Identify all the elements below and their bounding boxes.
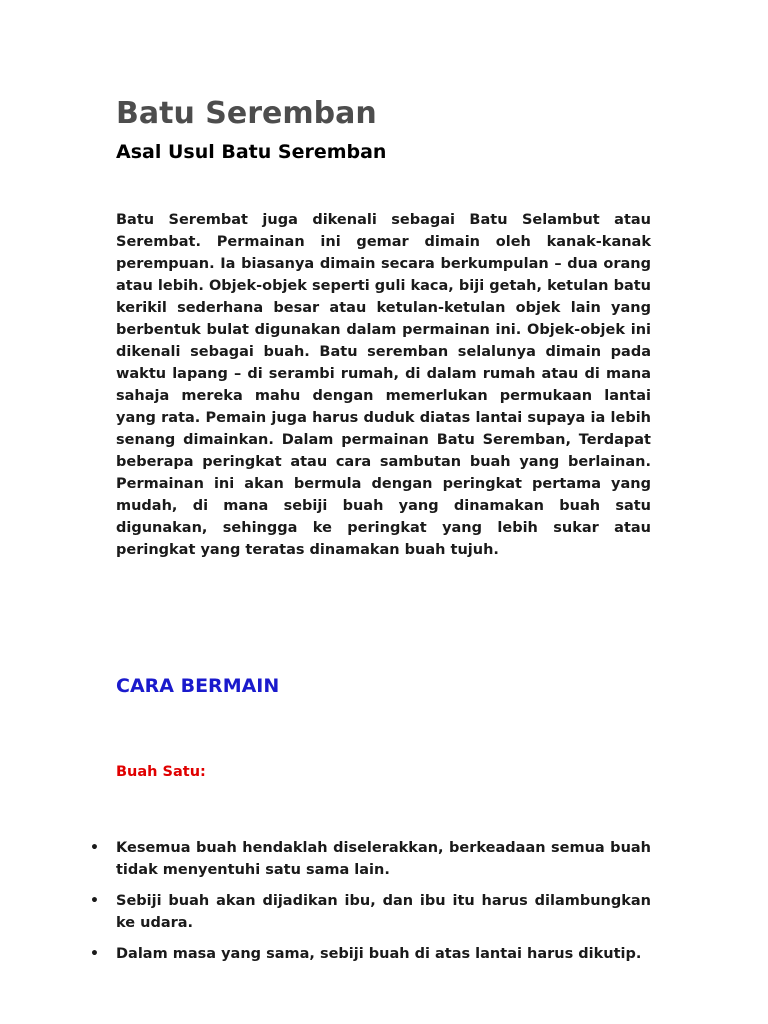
steps-list xyxy=(90,837,651,974)
bullet-icon: • xyxy=(90,840,99,856)
list-item-text: Sebiji buah akan dijadikan ibu, dan ibu itu harus dilambungkan ke udara. xyxy=(116,893,651,931)
list-item xyxy=(90,837,651,881)
intro-paragraph: Batu Serembat juga dikenali sebagai Batu Selambut atau Serembat. Permainan ini gemar dimain oleh kanak-kanak perempuan. Ia biasanya dimain secara berkumpulan – dua orang atau lebih. Objek-objek seperti guli kaca, biji getah, ketulan batu kerikil sederhana besar atau ketulan-ketulan objek lain yang berbentuk bulat digunakan dalam permainan ini. Objek-objek ini dikenali sebagai buah. Batu seremban selalunya dimain pada waktu lapang – di serambi rumah, di dalam rumah atau di mana sahaja mereka mahu dengan memerlukan permukaan lantai yang rata. Pemain juga harus duduk diatas lantai supaya ia lebih senang dimainkan. Dalam permainan Batu Seremban, Terdapat beberapa peringkat atau cara sambutan buah yang berlainan. Permainan ini akan bermula dengan peringkat pertama yang mudah, di mana sebiji buah yang dinamakan buah satu digunakan, sehingga ke peringkat yang lebih sukar atau peringkat yang teratas dinamakan buah tujuh. xyxy=(116,212,651,558)
section-heading-cara-bermain: CARA BERMAIN xyxy=(116,675,280,697)
sub-heading-buah-satu: Buah Satu: xyxy=(116,764,206,780)
list-item xyxy=(90,890,651,934)
bullet-icon: • xyxy=(90,893,99,909)
bullet-icon: • xyxy=(90,946,99,962)
list-item xyxy=(90,943,651,965)
document-title: Batu Seremban xyxy=(116,96,377,131)
document-subtitle: Asal Usul Batu Seremban xyxy=(116,141,387,163)
list-item-text: Kesemua buah hendaklah diselerakkan, berkeadaan semua buah tidak menyentuhi satu sama lain. xyxy=(116,840,651,878)
list-item-text: Dalam masa yang sama, sebiji buah di atas lantai harus dikutip. xyxy=(116,946,642,962)
